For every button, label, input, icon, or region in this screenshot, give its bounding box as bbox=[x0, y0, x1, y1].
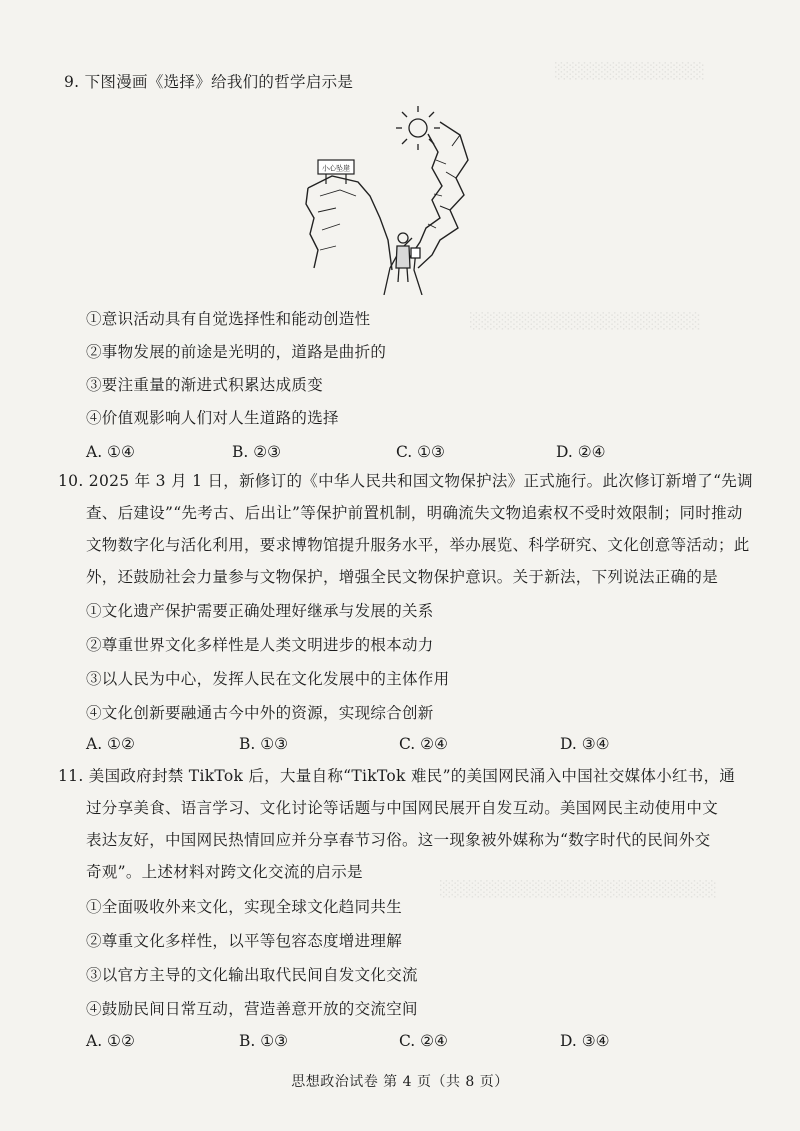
q10-option-b[interactable]: B. ①③ bbox=[239, 735, 289, 753]
q11-statement-3: ③以官方主导的文化输出取代民间自发文化交流 bbox=[86, 966, 418, 984]
winding-mountain-path bbox=[408, 122, 468, 268]
q10-stem-line-1: 10. 2025 年 3 月 1 日，新修订的《中华人民共和国文物保护法》正式施行。此次修订新增了“先调 bbox=[58, 472, 753, 490]
q10-options bbox=[0, 733, 800, 755]
q11-options bbox=[0, 1030, 800, 1052]
q10-option-a[interactable]: A. ①② bbox=[86, 735, 135, 753]
q9-options bbox=[0, 441, 800, 463]
q10-stem-line-2: 查、后建设”“先考古、后出让”等保护前置机制，明确流失文物追索权不受时效限制；同时推动 bbox=[86, 504, 743, 522]
q10-statement-4: ④文化创新要融通古今中外的资源，实现综合创新 bbox=[86, 704, 434, 722]
q9-statement-4: ④价值观影响人们对人生道路的选择 bbox=[86, 409, 339, 427]
q9-statement-3: ③要注重量的渐进式积累达成质变 bbox=[86, 376, 324, 394]
q11-stem-line-1: 11. 美国政府封禁 TikTok 后，大量自称“TikTok 难民”的美国网民涌入中国社交媒体小红书，通 bbox=[58, 767, 736, 785]
q11-option-c[interactable]: C. ②④ bbox=[399, 1032, 448, 1050]
q11-statement-4: ④鼓励民间日常互动，营造善意开放的交流空间 bbox=[86, 1000, 418, 1018]
q11-statement-2: ②尊重文化多样性，以平等包容态度增进理解 bbox=[86, 932, 403, 950]
cliff-shortcut bbox=[306, 176, 392, 270]
q10-statement-2: ②尊重世界文化多样性是人类文明进步的根本动力 bbox=[86, 636, 434, 654]
q9-statement-1: ①意识活动具有自觉选择性和能动创造性 bbox=[86, 310, 371, 328]
show-through: ░░░░░░░░░░░░░░░░░░░░░░░░ bbox=[440, 880, 717, 898]
q10-stem-line-4: 外，还鼓励社会力量参与文物保护，增强全民文物保护意识。关于新法，下列说法正确的是 bbox=[86, 568, 719, 586]
q11-option-a[interactable]: A. ①② bbox=[86, 1032, 135, 1050]
q11-option-b[interactable]: B. ①③ bbox=[239, 1032, 289, 1050]
q11-stem-line-2: 过分享美食、语言学习、文化讨论等话题与中国网民展开自发互动。美国网民主动使用中文 bbox=[86, 799, 719, 817]
choice-cartoon-illustration bbox=[300, 100, 475, 295]
q11-stem-line-4: 奇观”。上述材料对跨文化交流的启示是 bbox=[86, 863, 363, 881]
q9-option-c[interactable]: C. ①③ bbox=[396, 443, 445, 461]
show-through: ░░░░░░░░░░░░░ bbox=[555, 62, 705, 80]
sign-text: 小心坠崖 bbox=[322, 164, 350, 173]
q9-stem: 9. 下图漫画《选择》给我们的哲学启示是 bbox=[64, 73, 354, 91]
q10-stem-line-3: 文物数字化与活化利用，要求博物馆提升服务水平，举办展览、科学研究、文化创意等活动；此 bbox=[86, 536, 750, 554]
q10-option-d[interactable]: D. ③④ bbox=[560, 735, 610, 753]
person-figure bbox=[396, 233, 420, 282]
show-through: ░░░░░░░░░░░░░░░░░░░░ bbox=[470, 312, 701, 330]
q10-statement-1: ①文化遗产保护需要正确处理好继承与发展的关系 bbox=[86, 602, 434, 620]
q9-statement-2: ②事物发展的前途是光明的，道路是曲折的 bbox=[86, 343, 387, 361]
q9-option-b[interactable]: B. ②③ bbox=[232, 443, 282, 461]
q11-stem-line-3: 表达友好，中国网民热情回应并分享春节习俗。这一现象被外媒称为“数字时代的民间外交 bbox=[86, 831, 711, 849]
q9-option-d[interactable]: D. ②④ bbox=[556, 443, 606, 461]
q10-option-c[interactable]: C. ②④ bbox=[399, 735, 448, 753]
q11-option-d[interactable]: D. ③④ bbox=[560, 1032, 610, 1050]
q11-statement-1: ①全面吸收外来文化，实现全球文化趋同共生 bbox=[86, 898, 403, 916]
q9-option-a[interactable]: A. ①④ bbox=[86, 443, 135, 461]
page-footer: 思想政治试卷 第 4 页（共 8 页） bbox=[291, 1074, 509, 1090]
q10-statement-3: ③以人民为中心，发挥人民在文化发展中的主体作用 bbox=[86, 670, 450, 688]
